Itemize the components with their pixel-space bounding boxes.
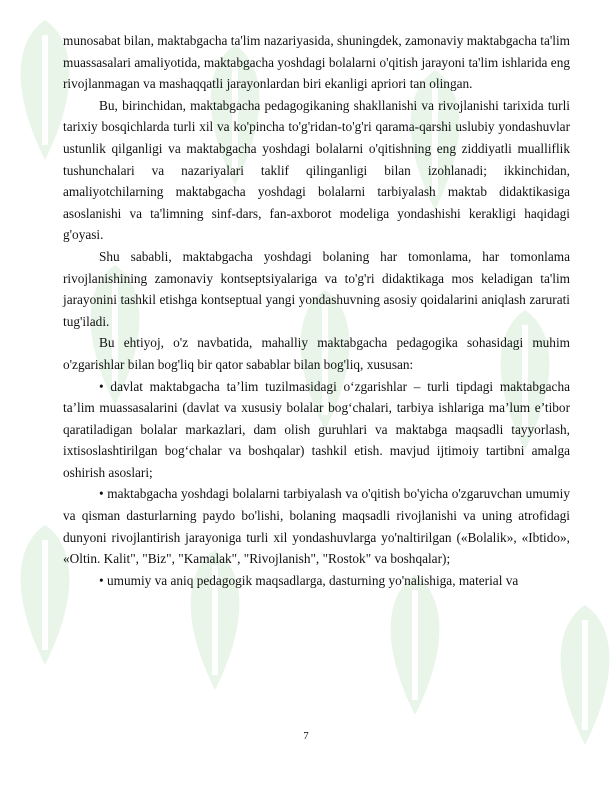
leaf-logo-icon xyxy=(540,600,612,750)
document-body xyxy=(63,30,570,591)
bullet-paragraph: • maktabgacha yoshdagi bolalarni tarbiyalash va o'qitish bo'yicha o'zgaruvchan umumiy va qisman dasturlarning paydo bo'lishi, bolaning maqsadli rivojlanishi va uning atrofidagi dunyoni rivojlantirish jarayoniga turli xil yondashuvlarga yo'naltirilgan («Bolalik», «Ibtido», «Oltin. Kalit", "Biz", "Kamalak", "Rivojlanish", "Rostok" va boshqalar); xyxy=(63,486,570,567)
bullet-paragraph: • davlat maktabgacha ta’lim tuzilmasidagi o‘zgarishlar – turli tipdagi maktabgacha ta’lim muassasalarini (davlat va xususiy bolalar bog‘chalari, tarbiya ishlariga ma’lum e’tibor qaratiladigan bolalar markazlari, dam olish guruhlari va maktabga maqsadli tayyorlash, ixtisoslashtirilgan bog‘chalar va boshqalar) tashkil etish. mavjud ijtimoiy tartibni amalga oshirish asoslari; xyxy=(63,378,570,480)
page-number: 7 xyxy=(303,730,309,742)
leaf-logo-icon xyxy=(370,570,460,720)
paragraph: Bu ehtiyoj, o'z navbatida, mahalliy maktabgacha pedagogika sohasidagi muhim o'zgarishlar bilan bog'liq bir qator sabablar bilan bog'liq, xususan: xyxy=(63,335,570,372)
paragraph: Bu, birinchidan, maktabgacha pedagogikaning shakllanishi va rivojlanishi tarixida turli tarixiy bosqichlarda turli xil va ko'pincha to'g'ridan-to'g'ri qarama-qarshi uslubiy yondashuvlar ustunlik qilganligi va maktabgacha yoshdagi bolalarni o'qitishning eng ziddiyatli mualliflik tushunchalari va nazariyalari taklif qilinganligi bilan izohlanadi; ikkinchidan, amaliyotchilarning maktabgacha yoshdagi bolalarni tarbiyalash maktab didaktikasiga asoslanishi va ta'limning sinf-dars, fan-axborot modeliga yondashishi kerakligi haqidagi g'oyasi. xyxy=(63,97,570,243)
bullet-paragraph: • umumiy va aniq pedagogik maqsadlarga, dasturning yo'nalishiga, material va xyxy=(99,572,519,588)
paragraph: munosabat bilan, maktabgacha ta'lim nazariyasida, shuningdek, zamonaviy maktabgacha ta'lim muassasalari amaliyotida, maktabgacha yoshdagi bolalarni o'qitish jarayoni ta'lim ishlarida eng rivojlanmagan va mashaqqatli jarayonlardan biri ekanligi apriori tan olingan. xyxy=(63,33,570,92)
paragraph: Shu sababli, maktabgacha yoshdagi bolaning har tomonlama, har tomonlama rivojlanishining zamonaviy kontseptsiyalariga va to'g'ri didaktikaga mos keladigan ta'lim jarayonini tashkil etishga kontseptual yangi yondashuvning asosiy qoidalarini aniqlash zarurati tug'iladi. xyxy=(63,248,570,329)
